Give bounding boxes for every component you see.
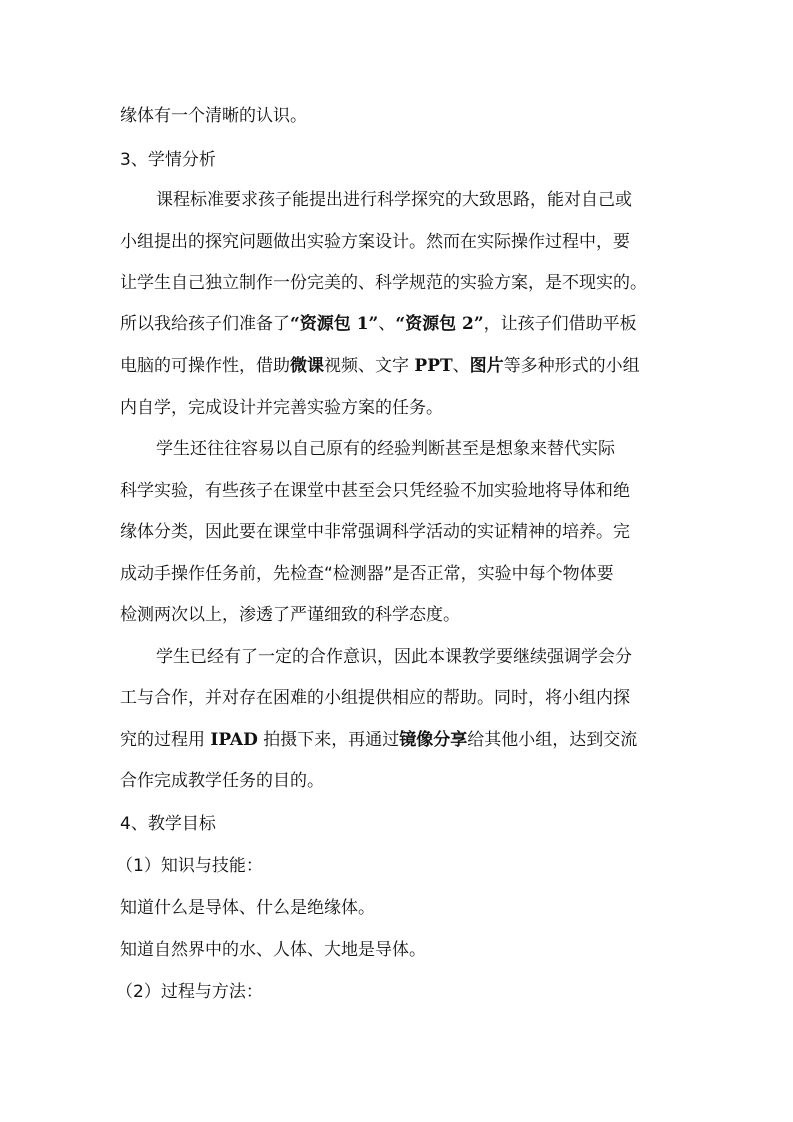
paragraph-line bbox=[120, 273, 680, 293]
subsection-heading bbox=[116, 856, 676, 876]
text-run: （1）知识与技能： bbox=[116, 856, 263, 876]
paragraph-line bbox=[120, 688, 680, 708]
text-line bbox=[120, 898, 680, 918]
text-run: 拍摄下来，再通过 bbox=[257, 730, 400, 750]
bold-text: 图片 bbox=[469, 356, 504, 376]
text-run: （2）过程与方法： bbox=[116, 982, 263, 1002]
paragraph-line bbox=[120, 771, 680, 791]
paragraph-line bbox=[120, 605, 680, 625]
paragraph-line bbox=[120, 730, 680, 750]
text-run: 视频、文字 bbox=[324, 356, 415, 376]
text-run: 学生还往往容易以自己原有的经验判断甚至是想象来替代实际 bbox=[156, 439, 615, 459]
text-run: 检测两次以上，渗透了严谨细致的科学态度。 bbox=[120, 605, 460, 625]
section-heading bbox=[120, 150, 680, 170]
paragraph-line bbox=[156, 439, 716, 459]
text-line bbox=[120, 940, 680, 960]
paragraph-line bbox=[120, 522, 680, 542]
text-run: 3、学情分析 bbox=[120, 150, 216, 170]
text-run: 缘体有一个清晰的认识。 bbox=[120, 106, 307, 126]
text-run: 小组提出的探究问题做出实验方案设计。然而在实际操作过程中，要 bbox=[120, 232, 630, 252]
text-run: 知道自然界中的水、人体、大地是导体。 bbox=[120, 940, 426, 960]
text-line bbox=[120, 106, 680, 126]
text-run: 电脑的可操作性，借助 bbox=[120, 356, 290, 376]
paragraph-line bbox=[156, 647, 716, 667]
text-run: 知道什么是导体、什么是绝缘体。 bbox=[120, 898, 375, 918]
text-run: 让学生自己独立制作一份完美的、科学规范的实验方案，是不现实的。 bbox=[120, 273, 647, 293]
text-run: 4、教学目标 bbox=[120, 814, 216, 834]
text-run: 究的过程用 bbox=[120, 730, 211, 750]
bold-text: IPAD bbox=[210, 730, 258, 750]
text-run: 合作完成教学任务的目的。 bbox=[120, 771, 324, 791]
bold-text: 微课 bbox=[290, 356, 324, 376]
paragraph-line bbox=[120, 564, 680, 584]
text-run: 成动手操作任务前，先检查“检测器”是否正常，实验中每个物体要 bbox=[120, 564, 614, 584]
paragraph-line bbox=[156, 190, 716, 210]
text-run: 科学实验，有些孩子在课堂中甚至会只凭经验不加实验地将导体和绝 bbox=[120, 481, 630, 501]
text-run: 等多种形式的小组 bbox=[503, 356, 640, 376]
text-run: 内自学，完成设计并完善实验方案的任务。 bbox=[120, 398, 443, 418]
paragraph-line bbox=[120, 481, 680, 501]
paragraph-line bbox=[120, 356, 680, 376]
text-run: 缘体分类，因此要在课堂中非常强调科学活动的实证精神的培养。完 bbox=[120, 522, 630, 542]
paragraph-line bbox=[120, 314, 680, 334]
paragraph-line bbox=[120, 398, 680, 418]
bold-text: “资源包 1” bbox=[290, 314, 379, 334]
text-run: 给其他小组，达到交流 bbox=[467, 730, 638, 750]
paragraph-line bbox=[120, 232, 680, 252]
text-run: 课程标准要求孩子能提出进行科学探究的大致思路，能对自己或 bbox=[156, 190, 632, 210]
text-run: 、 bbox=[378, 314, 396, 334]
text-run: 、 bbox=[452, 356, 470, 376]
section-heading bbox=[120, 814, 680, 834]
text-run: ，让孩子们借助平板 bbox=[483, 314, 637, 334]
bold-text: PPT bbox=[414, 356, 453, 376]
text-run: 所以我给孩子们准备了 bbox=[120, 314, 290, 334]
bold-text: “资源包 2” bbox=[395, 314, 484, 334]
subsection-heading bbox=[116, 982, 676, 1002]
text-run: 学生已经有了一定的合作意识，因此本课教学要继续强调学会分 bbox=[156, 647, 632, 667]
text-run: 工与合作，并对存在困难的小组提供相应的帮助。同时，将小组内探 bbox=[120, 688, 630, 708]
bold-text: 镜像分享 bbox=[399, 730, 468, 750]
